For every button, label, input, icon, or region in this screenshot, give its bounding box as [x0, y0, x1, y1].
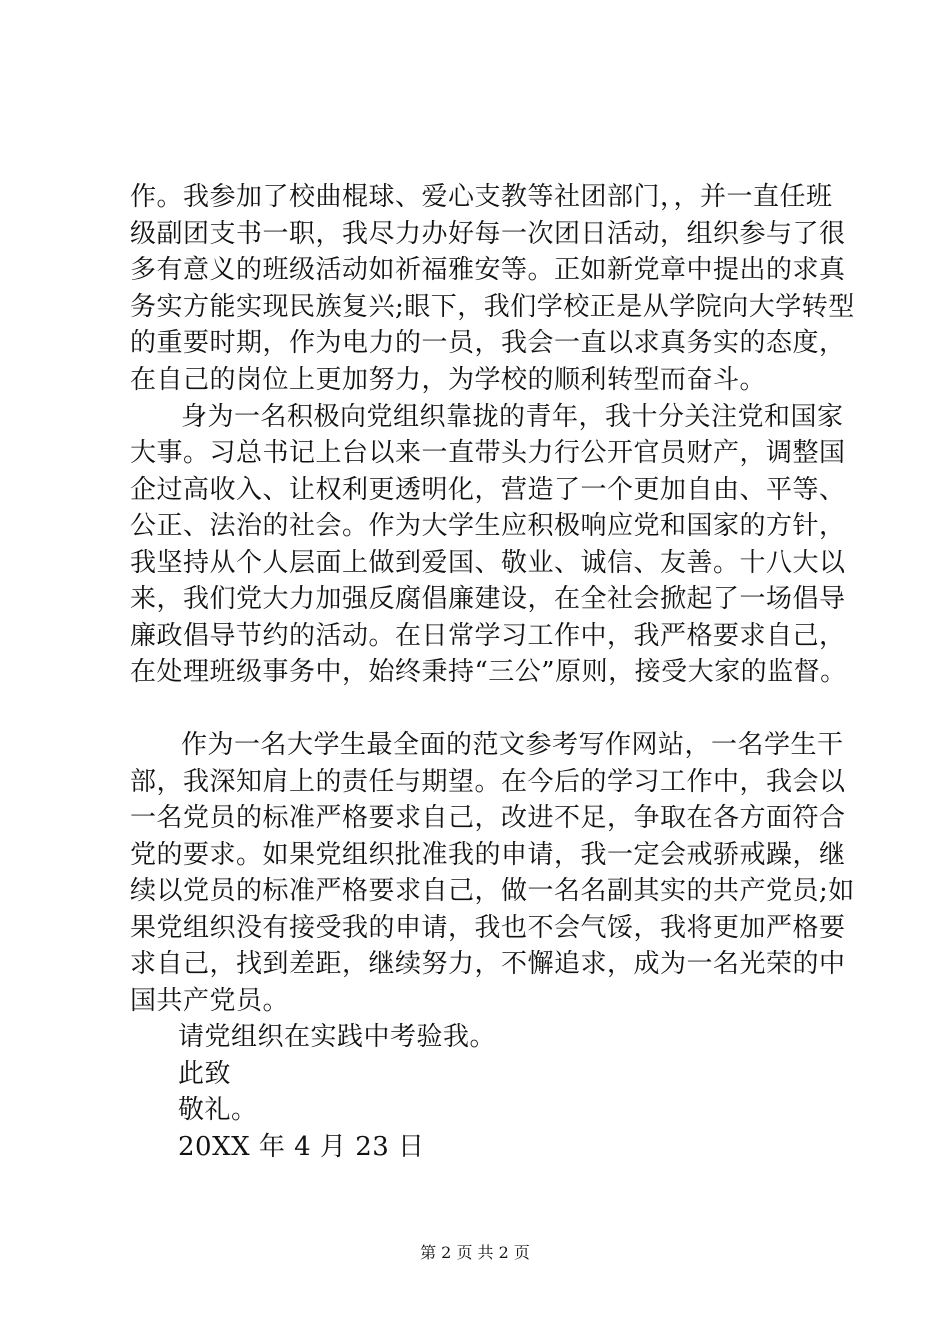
paragraph-2-line-7: 廉政倡导节约的活动。在日常学习工作中，我严格要求自己，	[130, 621, 846, 651]
paragraph-1-line-6: 在自己的岗位上更加努力，为学校的顺利转型而奋斗。	[130, 365, 767, 395]
closing-salutation: 此致	[178, 1059, 232, 1089]
paragraph-3-line-8: 国共产党员。	[130, 986, 290, 1016]
paragraph-1-line-2: 级副团支书一职，我尽力办好每一次团日活动，组织参与了很	[130, 219, 846, 249]
paragraph-3-line-2: 部，我深知肩上的责任与期望。在今后的学习工作中，我会以	[130, 767, 846, 797]
paragraph-3-line-5: 续以党员的标准严格要求自己，做一名名副其实的共产党员;如	[130, 876, 855, 906]
page-number-footer: 第 2 页 共 2 页	[420, 1243, 530, 1262]
paragraph-3-line-3: 一名党员的标准严格要求自己，改进不足，争取在各方面符合	[130, 803, 846, 833]
paragraph-3-line-6: 果党组织没有接受我的申请，我也不会气馁，我将更加严格要	[130, 913, 846, 943]
paragraph-2-line-1: 身为一名积极向党组织靠拢的青年，我十分关注党和国家	[181, 402, 844, 432]
paragraph-3-line-7: 求自己，找到差距，继续努力，不懈追求，成为一名光荣的中	[130, 949, 846, 979]
paragraph-2-line-4: 公正、法治的社会。作为大学生应积极响应党和国家的方针，	[130, 511, 846, 541]
paragraph-3-line-1: 作为一名大学生最全面的范文参考写作网站，一名学生干	[181, 730, 844, 760]
paragraph-1-line-1: 作。我参加了校曲棍球、爱心支教等社团部门，，并一直任班	[130, 182, 833, 212]
paragraph-2-line-2: 大事。习总书记上台以来一直带头力行公开官员财产，调整国	[130, 438, 846, 468]
request-line: 请党组织在实践中考验我。	[178, 1022, 497, 1052]
closing-regards: 敬礼。	[178, 1095, 258, 1125]
paragraph-2-line-8: 在处理班级事务中，始终秉持“三公”原则，接受大家的监督。	[130, 657, 847, 687]
paragraph-1-line-5: 的重要时期，作为电力的一员，我会一直以求真务实的态度，	[130, 328, 846, 358]
paragraph-3-line-4: 党的要求。如果党组织批准我的申请，我一定会戒骄戒躁，继	[130, 840, 846, 870]
signature-date: 20XX 年 4 月 23 日	[178, 1132, 425, 1162]
paragraph-1-line-3: 多有意义的班级活动如祈福雅安等。正如新党章中提出的求真	[130, 255, 846, 285]
paragraph-2-line-5: 我坚持从个人层面上做到爱国、敬业、诚信、友善。十八大以	[130, 548, 846, 578]
paragraph-1-line-4: 务实方能实现民族复兴;眼下，我们学校正是从学院向大学转型	[130, 292, 855, 322]
paragraph-2-line-6: 来，我们党大力加强反腐倡廉建设，在全社会掀起了一场倡导	[130, 584, 846, 614]
paragraph-2-line-3: 企过高收入、让权利更透明化，营造了一个更加自由、平等、	[130, 475, 846, 505]
